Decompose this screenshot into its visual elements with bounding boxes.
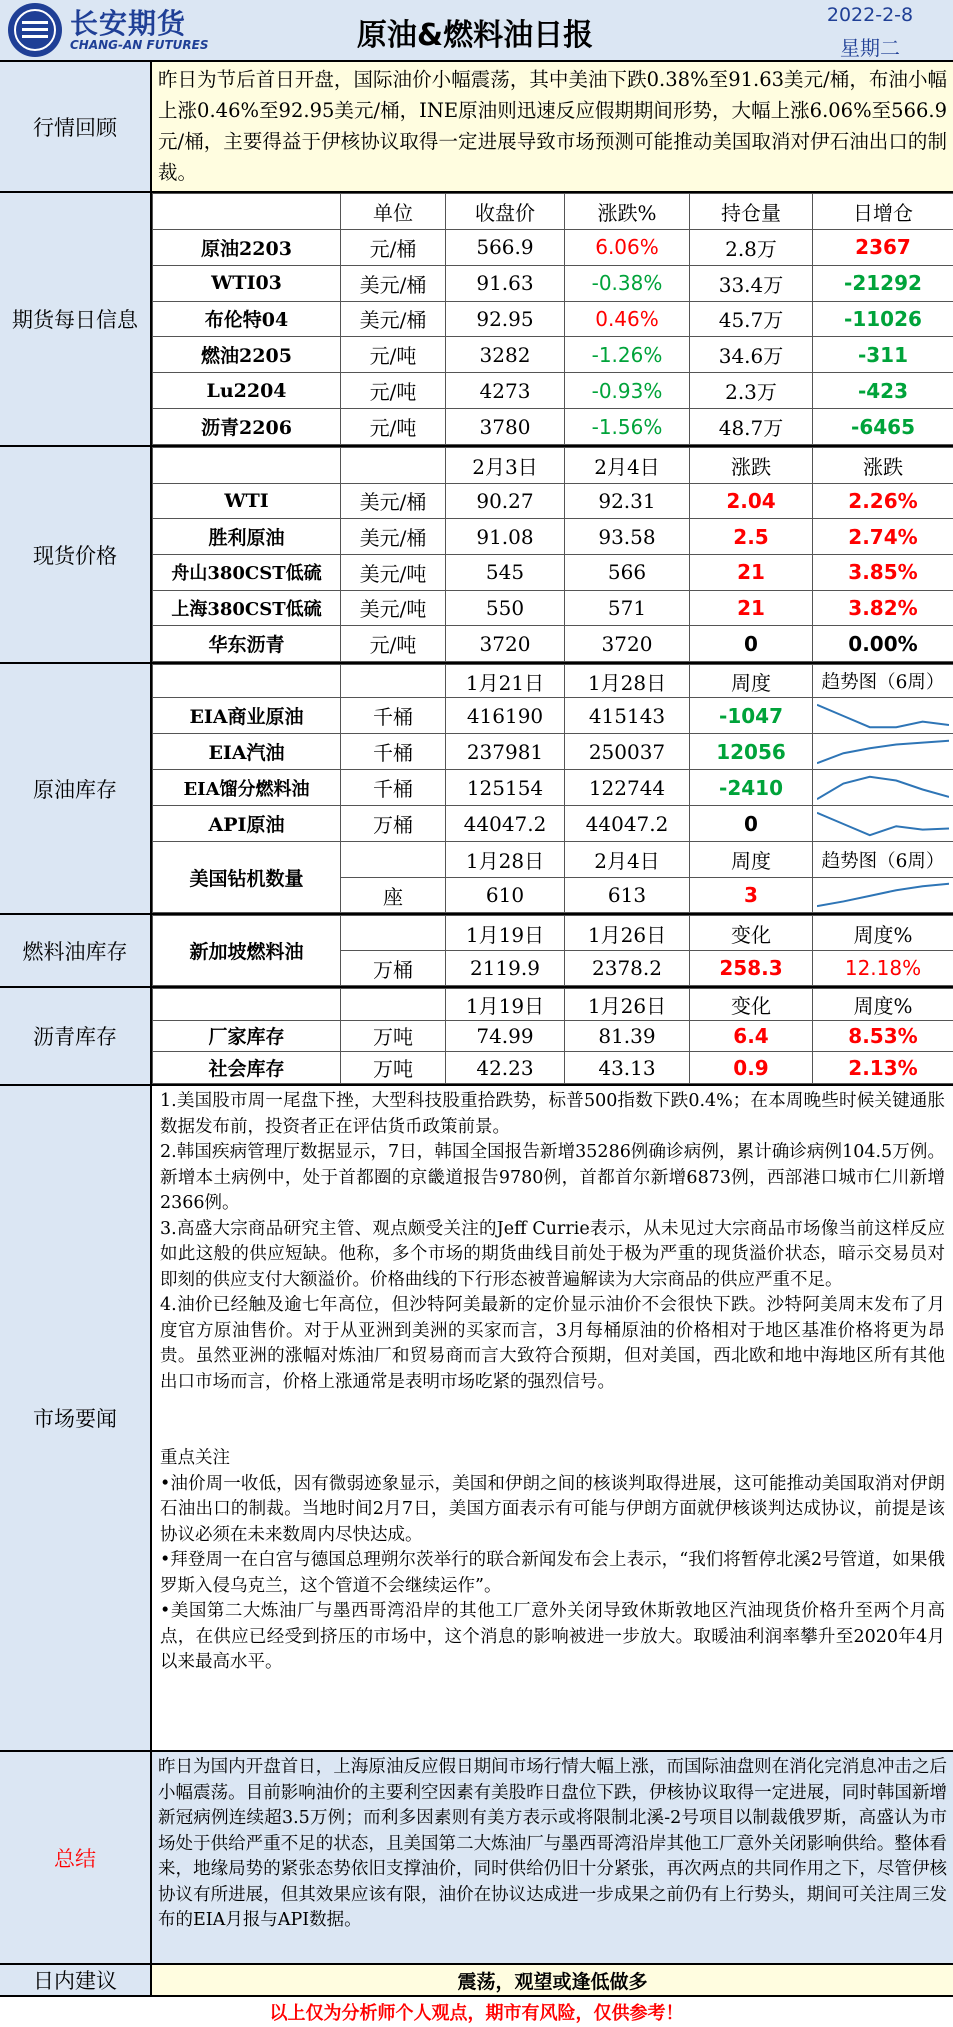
- table-row: [153, 1020, 953, 1052]
- product-name: 上海380CST低硫: [153, 590, 341, 626]
- futures-section: [0, 193, 953, 447]
- news-item: 1.美国股市周一尾盘下挫，大型科技股重拾跌势，标普500指数下跌0.4%；在本周晚些时候关键通胀数据发布前，投资者正在评估货币政策前景。: [160, 1091, 945, 1137]
- contract-name: 布伦特04: [153, 301, 341, 337]
- fuel-chg: 258.3: [690, 951, 813, 986]
- fuel-name: 新加坡燃料油: [153, 916, 341, 986]
- sparkline-svg: [817, 774, 949, 802]
- crude-inventory-section: [0, 664, 953, 915]
- close-cell: 92.95: [446, 301, 565, 337]
- table-row: [153, 554, 953, 590]
- change-cell: 21: [690, 554, 813, 590]
- spot-col-d1: 2月3日: [446, 448, 565, 484]
- news-item: 2.韩国疾病管理厅数据显示，7日，韩国全国报告新增35286例确诊病例，累计确诊病例104.5万例。新增本土病例中，处于首都圈的京畿道报告9780例，首都首尔新增6873例，西部港口城市仁川新增2366例。: [160, 1142, 945, 1213]
- oi-change-cell: -6465: [813, 409, 953, 445]
- product-name: 舟山380CST低硫: [153, 554, 341, 590]
- price-d2: 566: [565, 554, 690, 590]
- advice-text: 震荡，观望或逢低做多: [152, 1965, 953, 1995]
- unit-cell: 元/吨: [341, 337, 446, 373]
- rig-col-d1: 1月28日: [446, 842, 565, 878]
- inventory-header-row: [153, 665, 953, 698]
- focus-item: •拜登周一在白宫与德国总理朔尔茨举行的联合新闻发布会上表示，“我们将暂停北溪2号管道，如果俄罗斯入侵乌克兰，这个管道不会继续运作”。: [160, 1550, 945, 1596]
- sparkline-path: [817, 884, 949, 906]
- close-cell: 91.63: [446, 265, 565, 301]
- report-title: 原油&燃料油日报: [356, 18, 594, 53]
- price-d2: 92.31: [565, 483, 690, 519]
- company-name-en: CHANG-AN FUTURES: [70, 38, 209, 52]
- inventory-name: EIA商业原油: [153, 698, 341, 734]
- fuel-header-row: [153, 916, 953, 951]
- company-logo: [8, 3, 62, 57]
- spot-label: 现货价格: [0, 447, 152, 662]
- price-d2: 571: [565, 590, 690, 626]
- asphalt-name: 厂家库存: [153, 1020, 341, 1052]
- contract-name: 燃油2205: [153, 337, 341, 373]
- oi-cell: 2.3万: [690, 373, 813, 409]
- oi-change-cell: -21292: [813, 265, 953, 301]
- futures-col-unit: 单位: [341, 194, 446, 230]
- change-cell: -1.56%: [565, 409, 690, 445]
- fuel-pct: 12.18%: [813, 951, 953, 986]
- close-cell: 3282: [446, 337, 565, 373]
- news-label: 市场要闻: [0, 1086, 152, 1750]
- table-row: [153, 590, 953, 626]
- fuel-col-pct: 周度%: [813, 916, 953, 951]
- change-cell: -1.26%: [565, 337, 690, 373]
- unit-cell: 万桶: [341, 806, 446, 842]
- price-d1: 3720: [446, 626, 565, 662]
- fuel-d2: 2378.2: [565, 951, 690, 986]
- pct-cell: 2.74%: [813, 519, 953, 555]
- fuel-table: [152, 915, 953, 986]
- asphalt-col-pct: 周度%: [813, 989, 953, 1021]
- sparkline-path: [817, 704, 949, 726]
- product-name: 华东沥青: [153, 626, 341, 662]
- rig-col-d2: 2月4日: [565, 842, 690, 878]
- oi-change-cell: -11026: [813, 301, 953, 337]
- asphalt-d1: 74.99: [446, 1020, 565, 1052]
- inv-d2: 44047.2: [565, 806, 690, 842]
- sparkline-path: [817, 812, 949, 834]
- unit-cell: 万吨: [341, 1020, 446, 1052]
- unit-cell: 座: [341, 878, 446, 913]
- sparkline-path: [817, 776, 949, 798]
- table-row: [153, 373, 953, 409]
- asphalt-chg: 6.4: [690, 1020, 813, 1052]
- company-name-cn: 长安期货: [70, 7, 187, 40]
- price-d1: 90.27: [446, 483, 565, 519]
- spot-col-chg: 涨跌: [690, 448, 813, 484]
- inv-d1: 125154: [446, 770, 565, 806]
- price-d1: 550: [446, 590, 565, 626]
- trend-sparkline: [813, 878, 953, 913]
- rig-header-row: [153, 842, 953, 878]
- unit-cell: 千桶: [341, 698, 446, 734]
- summary-text: 昨日为国内开盘首日，上海原油反应假日期间市场行情大幅上涨，而国际油盘则在消化完消息冲击之后小幅震荡。目前影响油价的主要利空因素有美股昨日盘位下跌，伊核协议取得一定进展，同时韩国新增新冠病例连续超3.5万例；而利多因素则有美方表示或将限制北溪-2号项目以制裁俄罗斯，高盛认为市场处于供给严重不足的状态，且美国第二大炼油厂与墨西哥湾沿岸其他工厂意外关闭影响供给。整体看来，地缘局势的紧张态势依旧支撑油价，同时供给仍旧十分紧张，再次两点的共同作用之下，尽管伊核协议有所进展，但其效果应该有限，油价在协议达成进一步成果之前仍有上行势头，期间可关注周三发布的EIA月报与API数据。: [152, 1752, 953, 1963]
- trend-sparkline: [813, 770, 953, 806]
- inv-col-d2: 1月28日: [565, 665, 690, 698]
- change-cell: 0: [690, 626, 813, 662]
- oi-cell: 2.8万: [690, 229, 813, 265]
- unit-cell: 元/吨: [341, 626, 446, 662]
- fuel-col-chg: 变化: [690, 916, 813, 951]
- unit-cell: 千桶: [341, 770, 446, 806]
- asphalt-d2: 81.39: [565, 1020, 690, 1052]
- oi-cell: 45.7万: [690, 301, 813, 337]
- unit-cell: 美元/桶: [341, 301, 446, 337]
- inventory-table: [152, 664, 953, 913]
- asphalt-col-chg: 变化: [690, 989, 813, 1021]
- futures-table: [152, 193, 953, 445]
- unit-cell: 美元/桶: [341, 265, 446, 301]
- asphalt-pct: 2.13%: [813, 1052, 953, 1084]
- unit-cell: 美元/桶: [341, 519, 446, 555]
- unit-cell: 元/吨: [341, 373, 446, 409]
- table-row: [153, 626, 953, 662]
- focus-title: 重点关注: [160, 1448, 230, 1468]
- advice-label: 日内建议: [0, 1965, 152, 1995]
- spot-header-row: [153, 448, 953, 484]
- contract-name: 沥青2206: [153, 409, 341, 445]
- change-cell: -0.93%: [565, 373, 690, 409]
- news-item: 3.高盛大宗商品研究主管、观点颇受关注的Jeff Currie表示，从未见过大宗商品市场像当前这样反应如此这般的供应短缺。他称，多个市场的期货曲线目前处于极为严重的现货溢价状态，暗示交易员对即刻的供应支付大额溢价。价格曲线的下行形态被普遍解读为大宗商品的供应严重不足。: [160, 1218, 945, 1290]
- inventory-name: EIA馏分燃料油: [153, 770, 341, 806]
- sparkline-svg: [817, 738, 949, 766]
- spot-table: [152, 447, 953, 662]
- table-row: [153, 337, 953, 373]
- price-d2: 93.58: [565, 519, 690, 555]
- unit-cell: 美元/吨: [341, 554, 446, 590]
- rig-d1: 610: [446, 878, 565, 913]
- advice-section: [0, 1965, 953, 1997]
- asphalt-table: [152, 988, 953, 1084]
- inventory-label: 原油库存: [0, 664, 152, 913]
- asphalt-label: 沥青库存: [0, 988, 152, 1084]
- rig-chg: 3: [690, 878, 813, 913]
- table-row: [153, 301, 953, 337]
- change-cell: 6.06%: [565, 229, 690, 265]
- futures-col-change: 涨跌%: [565, 194, 690, 230]
- close-cell: 3780: [446, 409, 565, 445]
- contract-name: WTI03: [153, 265, 341, 301]
- pct-cell: 2.26%: [813, 483, 953, 519]
- review-text: 昨日为节后首日开盘，国际油价小幅震荡，其中美油下跌0.38%至91.63美元/桶，布油小幅上涨0.46%至92.95美元/桶，INE原油则迅速反应假期期间形势，大幅上涨6.06%至566.9元/桶，主要得益于伊核协议取得一定进展导致市场预测可能推动美国取消对伊石油出口的制裁。: [152, 62, 953, 191]
- inv-col-trend: 趋势图（6周）: [813, 665, 953, 698]
- asphalt-col-d1: 1月19日: [446, 989, 565, 1021]
- change-cell: 21: [690, 590, 813, 626]
- table-row: [153, 734, 953, 770]
- futures-label: 期货每日信息: [0, 193, 152, 445]
- unit-cell: 元/桶: [341, 229, 446, 265]
- pct-cell: 3.82%: [813, 590, 953, 626]
- inv-d2: 415143: [565, 698, 690, 734]
- report-header: [0, 0, 953, 62]
- futures-header-row: [153, 194, 953, 230]
- table-row: [153, 519, 953, 555]
- oi-change-cell: 2367: [813, 229, 953, 265]
- inv-chg: -1047: [690, 698, 813, 734]
- inv-d1: 237981: [446, 734, 565, 770]
- review-section: [0, 62, 953, 193]
- disclaimer: 以上仅为分析师个人观点，期市有风险，仅供参考！: [269, 2003, 684, 2024]
- inv-d1: 416190: [446, 698, 565, 734]
- rig-col-trend: 趋势图（6周）: [813, 842, 953, 878]
- oi-cell: 33.4万: [690, 265, 813, 301]
- change-cell: 2.5: [690, 519, 813, 555]
- close-cell: 4273: [446, 373, 565, 409]
- table-row: [153, 265, 953, 301]
- summary-section: [0, 1752, 953, 1965]
- product-name: 胜利原油: [153, 519, 341, 555]
- fuel-d1: 2119.9: [446, 951, 565, 986]
- oi-change-cell: -423: [813, 373, 953, 409]
- futures-col-oi: 持仓量: [690, 194, 813, 230]
- asphalt-chg: 0.9: [690, 1052, 813, 1084]
- table-row: [153, 409, 953, 445]
- report-weekday: 星期二: [840, 36, 900, 60]
- oi-cell: 34.6万: [690, 337, 813, 373]
- fuel-col-d1: 1月19日: [446, 916, 565, 951]
- news-item: 4.油价已经触及逾七年高位，但沙特阿美最新的定价显示油价不会很快下跌。沙特阿美周末发布了月度官方原油售价。对于从亚洲到美洲的买家而言，3月每桶原油的价格相对于地区基准价格将更为昂贵。虽然亚洲的涨幅对炼油厂和贸易商而言大致符合预期，但对美国，西北欧和地中海地区所有其他出口市场而言，价格上涨通常是表明市场吃紧的强烈信号。: [160, 1295, 945, 1392]
- inv-d1: 44047.2: [446, 806, 565, 842]
- focus-item: •油价周一收低，因有微弱迹象显示，美国和伊朗之间的核谈判取得进展，这可能推动美国取消对伊朗石油出口的制裁。当地时间2月7日，美国方面表示有可能与伊朗方面就伊核谈判达成协议，前提是该协议必须在未来数周内尽快达成。: [160, 1473, 945, 1545]
- table-row: [153, 1052, 953, 1084]
- change-cell: -0.38%: [565, 265, 690, 301]
- asphalt-name: 社会库存: [153, 1052, 341, 1084]
- asphalt-d2: 43.13: [565, 1052, 690, 1084]
- table-row: [153, 806, 953, 842]
- summary-label: 总结: [0, 1752, 152, 1963]
- oi-change-cell: -311: [813, 337, 953, 373]
- inventory-name: API原油: [153, 806, 341, 842]
- price-d2: 3720: [565, 626, 690, 662]
- table-row: [153, 770, 953, 806]
- unit-cell: 美元/桶: [341, 483, 446, 519]
- fuel-label: 燃料油库存: [0, 915, 152, 986]
- futures-col-close: 收盘价: [446, 194, 565, 230]
- close-cell: 566.9: [446, 229, 565, 265]
- spot-section: [0, 447, 953, 664]
- sparkline-path: [817, 740, 949, 762]
- change-cell: 0.46%: [565, 301, 690, 337]
- news-section: [0, 1086, 953, 1752]
- contract-name: Lu2204: [153, 373, 341, 409]
- pct-cell: 0.00%: [813, 626, 953, 662]
- fuel-inventory-section: [0, 915, 953, 988]
- focus-item: •美国第二大炼油厂与墨西哥湾沿岸的其他工厂意外关闭导致休斯敦地区汽油现货价格升至两个月高点，在供应已经受到挤压的市场中，这个消息的影响被进一步放大。取暖油利润率攀升至2020年4月以来最高水平。: [160, 1601, 945, 1672]
- change-cell: 2.04: [690, 483, 813, 519]
- sparkline-svg: [817, 881, 949, 909]
- price-d1: 545: [446, 554, 565, 590]
- asphalt-header-row: [153, 989, 953, 1021]
- inv-col-chg: 周度: [690, 665, 813, 698]
- sparkline-svg: [817, 702, 949, 730]
- trend-sparkline: [813, 734, 953, 770]
- inv-d2: 122744: [565, 770, 690, 806]
- unit-cell: 万吨: [341, 1052, 446, 1084]
- unit-cell: 元/吨: [341, 409, 446, 445]
- inv-chg: -2410: [690, 770, 813, 806]
- table-row: [153, 483, 953, 519]
- table-row: [153, 229, 953, 265]
- product-name: WTI: [153, 483, 341, 519]
- asphalt-col-d2: 1月26日: [565, 989, 690, 1021]
- inventory-name: EIA汽油: [153, 734, 341, 770]
- trend-sparkline: [813, 806, 953, 842]
- inv-chg: 0: [690, 806, 813, 842]
- contract-name: 原油2203: [153, 229, 341, 265]
- news-body: [152, 1086, 953, 1750]
- unit-cell: 千桶: [341, 734, 446, 770]
- asphalt-pct: 8.53%: [813, 1020, 953, 1052]
- unit-cell: 万桶: [341, 951, 446, 986]
- inv-col-d1: 1月21日: [446, 665, 565, 698]
- unit-cell: 美元/吨: [341, 590, 446, 626]
- rig-col-chg: 周度: [690, 842, 813, 878]
- pct-cell: 3.85%: [813, 554, 953, 590]
- sparkline-svg: [817, 810, 949, 838]
- asphalt-d1: 42.23: [446, 1052, 565, 1084]
- rig-d2: 613: [565, 878, 690, 913]
- review-label: 行情回顾: [0, 62, 152, 191]
- fuel-col-d2: 1月26日: [565, 916, 690, 951]
- price-d1: 91.08: [446, 519, 565, 555]
- inv-d2: 250037: [565, 734, 690, 770]
- inv-chg: 12056: [690, 734, 813, 770]
- table-row: [153, 698, 953, 734]
- oi-cell: 48.7万: [690, 409, 813, 445]
- rig-count-name: 美国钻机数量: [153, 842, 341, 913]
- trend-sparkline: [813, 698, 953, 734]
- spot-col-d2: 2月4日: [565, 448, 690, 484]
- report-date: 2022-2-8: [826, 4, 914, 26]
- asphalt-inventory-section: [0, 988, 953, 1086]
- spot-col-pct: 涨跌: [813, 448, 953, 484]
- futures-col-oi-change: 日增仓: [813, 194, 953, 230]
